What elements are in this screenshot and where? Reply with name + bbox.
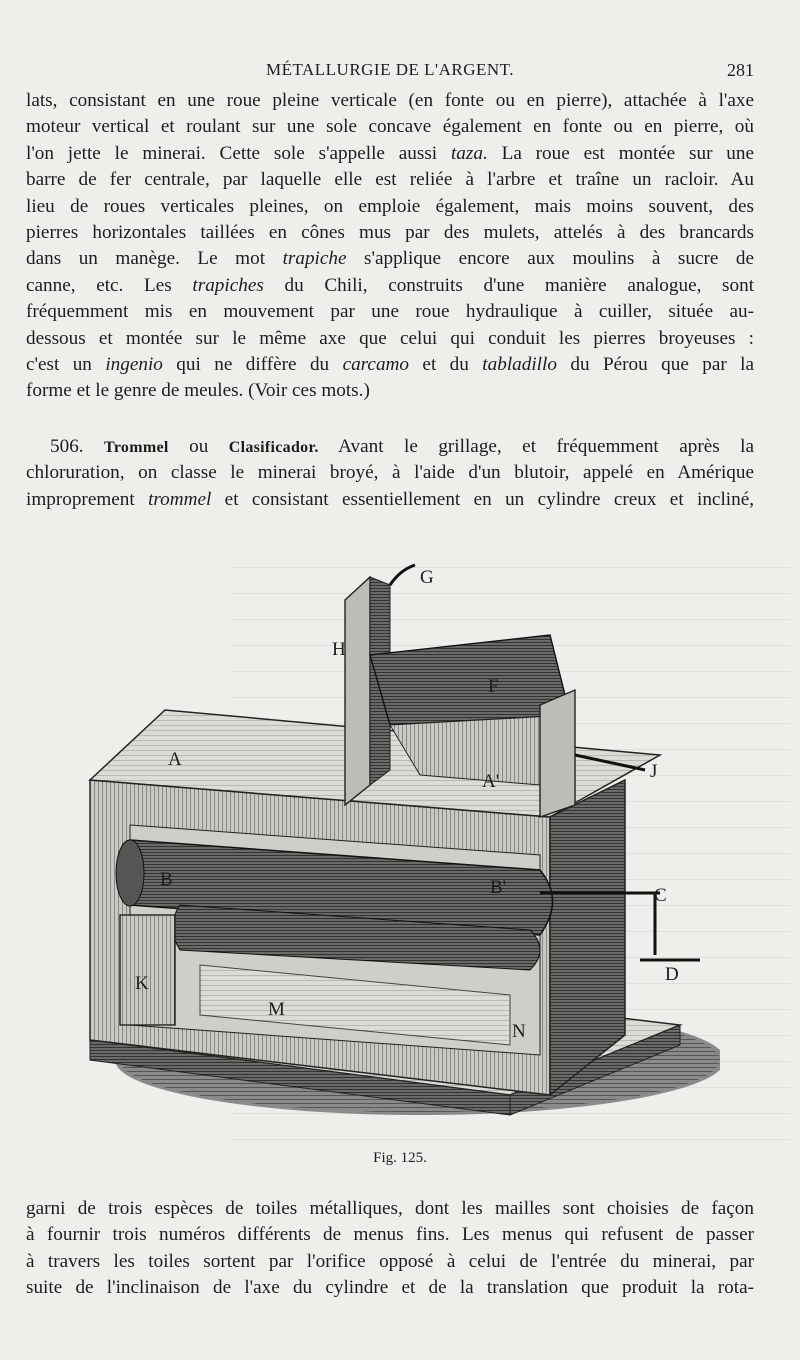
section-number: 506.: [50, 436, 84, 457]
section-title-clasificador: Clasificador.: [228, 439, 319, 456]
page-number: 281: [727, 60, 754, 80]
term-carcamo: carcamo: [342, 353, 409, 375]
text-line: improprement trommel et consistant essentiellement en un cylindre creux et incliné,: [26, 488, 755, 510]
text-line: chloruration, on classe le minerai broyé, à l'aide d'un blutoir, appelé en Amérique: [26, 462, 754, 484]
label-d: D: [665, 964, 679, 985]
label-c: C: [654, 885, 667, 906]
text-line: à travers les toiles sortent par l'orifice opposé à celui de l'entrée du minerai, par: [26, 1250, 754, 1272]
text-line: c'est un ingenio qui ne diffère du carcamo et du tabladillo du Pérou que par la: [26, 353, 755, 375]
label-h: H: [332, 639, 346, 660]
text-line: dans un manège. Le mot trapiche s'applique encore aux moulins à sucre de: [26, 248, 754, 270]
term-tabladillo: tabladillo: [482, 353, 557, 375]
page-header: [26, 58, 754, 84]
section-title-trommel: Trommel: [104, 439, 169, 456]
label-b: B: [160, 869, 173, 890]
text-line: fréquemment mis en mouvement par une roue hydraulique à cuiller, située au-: [26, 301, 754, 323]
figure-caption: Fig. 125.: [373, 1150, 427, 1166]
running-title: MÉTALLURGIE DE L'ARGENT.: [265, 60, 515, 79]
trommel-engraving: [70, 555, 720, 1125]
label-j: J: [650, 761, 658, 782]
text-line: lieu de roues verticales pleines, on emploie également, mais moins souvent, des: [26, 195, 754, 217]
label-b-prime: B': [490, 877, 507, 898]
frame-right: [540, 690, 575, 817]
term-trapiches: trapiches: [192, 274, 264, 296]
paragraph-trommel: [26, 434, 754, 513]
paragraph-continuation: [26, 1196, 754, 1302]
text-line: moteur vertical et roulant sur une sole concave également en fonte ou en pierre, où: [26, 116, 754, 138]
text-line: barre de fer centrale, par laquelle elle est reliée à l'arbre et traîne un racloir. Au: [26, 169, 754, 191]
text-line: suite de l'inclinaison de l'axe du cylindre et de la translation que produit la rota-: [26, 1277, 754, 1299]
label-g: G: [420, 567, 434, 588]
label-a-prime: A': [482, 771, 500, 792]
text-line: canne, etc. Les trapiches du Chili, construits d'une manière analogue, sont: [26, 274, 755, 296]
term-trommel: trommel: [148, 488, 212, 510]
label-f: F: [488, 676, 499, 697]
term-ingenio: ingenio: [105, 353, 163, 375]
text-line: à fournir trois numéros différents de menus fins. Les menus qui refusent de passer: [26, 1224, 754, 1246]
term-taza: taza.: [450, 142, 488, 164]
term-trapiche: trapiche: [282, 248, 347, 270]
label-k: K: [135, 973, 149, 994]
text-line: pierres horizontales taillées en cônes mus par des mulets, attelés à des brancards: [26, 221, 754, 243]
label-a: A: [168, 749, 182, 770]
label-n: N: [512, 1021, 526, 1042]
text-line: l'on jette le minerai. Cette sole s'appelle aussi taza. La roue est montée sur une: [26, 142, 754, 164]
text-line: forme et le genre de meules. (Voir ces mots.): [26, 380, 370, 402]
text-line: garni de trois espèces de toiles métalliques, dont les mailles sont choisies de façon: [26, 1198, 754, 1219]
handle-g: [390, 565, 415, 585]
label-m: M: [268, 999, 285, 1020]
text-line: lats, consistant en une roue pleine verticale (en fonte ou en pierre), attachée à l'axe: [26, 90, 754, 111]
section-heading-line: 506. Trommel ou Clasificador. Avant le grillage, et fréquemment après la: [50, 436, 754, 457]
text-line: dessous et montée sur le même axe que celui qui conduit les pierres broyeuses :: [26, 327, 754, 349]
collector-k: [120, 915, 175, 1025]
hopper-frame-left: [345, 577, 370, 805]
paragraph-trapiche: [26, 88, 754, 405]
